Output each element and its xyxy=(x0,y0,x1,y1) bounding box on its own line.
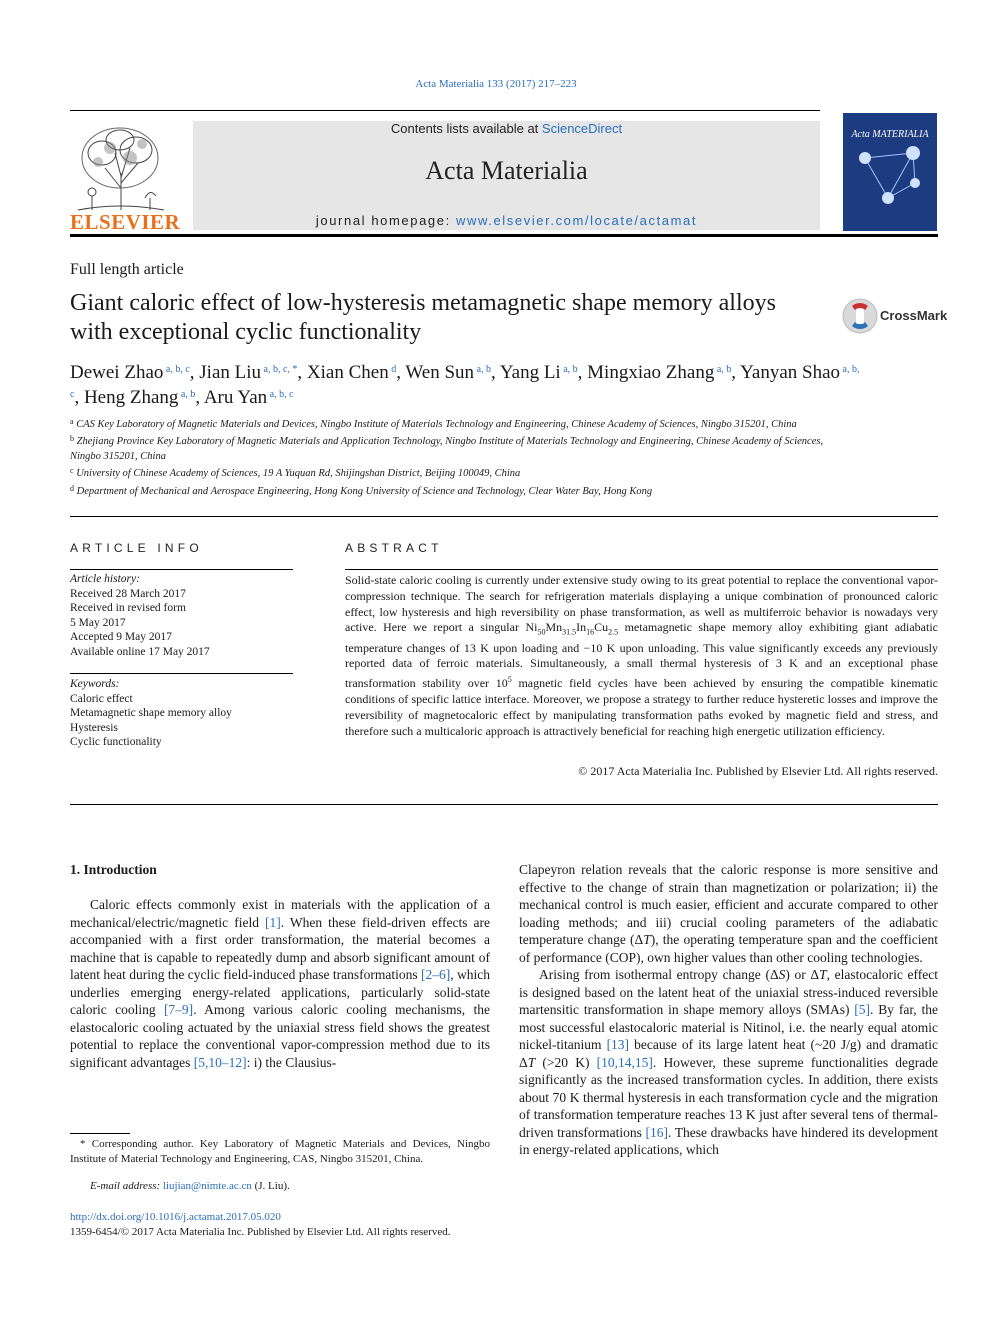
keywords-label: Keywords: xyxy=(70,678,120,690)
history-label: Article history: xyxy=(70,573,140,585)
author-affiliation-marks[interactable]: a, b xyxy=(714,364,732,375)
text-run: . These drawbacks have hindered its development in energy-related applications, which xyxy=(519,1124,938,1157)
abstract-part: metamagnetic shape memory alloy exhibiting giant adiabatic temperature changes of 13 K upon loading and −10 K upon unloading. This value significantly exceeds any previously reported data of ferroic materials. Simultaneously, a small thermal hysteresis of 3 K and an exceptional phase transformation stability over 10 xyxy=(345,620,939,691)
author xyxy=(204,387,294,408)
math-symbol: T xyxy=(643,932,651,947)
citation-link[interactable]: [5,10–12] xyxy=(193,1054,247,1070)
abstract-rule xyxy=(345,569,938,570)
author-name: Aru Yan xyxy=(203,387,268,408)
history-item: Available online 17 May 2017 xyxy=(70,645,210,658)
body-right-column xyxy=(519,861,938,1159)
author-affiliation-marks[interactable]: a, b xyxy=(474,364,492,375)
body-paragraph xyxy=(70,896,490,1071)
math-symbol: T xyxy=(819,967,827,982)
author-affiliation-marks[interactable]: a, b, c xyxy=(163,364,190,375)
affiliation-list xyxy=(70,415,830,499)
author-affiliation-marks[interactable]: d xyxy=(388,364,397,375)
history-item: Received 28 March 2017 xyxy=(70,587,186,600)
author-affiliation-marks[interactable]: a, b, c xyxy=(70,364,860,400)
info-rule xyxy=(70,569,293,570)
text-run: ) or Δ xyxy=(785,967,820,982)
section-rule xyxy=(70,516,938,517)
contents-prefix: Contents lists available at xyxy=(390,121,542,136)
history-item: Accepted 9 May 2017 xyxy=(70,631,172,643)
text-run: : i) the Clausius- xyxy=(246,1054,337,1070)
header-thick-rule xyxy=(70,234,938,237)
email-label: E-mail address: xyxy=(90,1180,163,1192)
email-suffix: (J. Liu). xyxy=(251,1180,290,1192)
email-link[interactable]: liujian@nimte.ac.cn xyxy=(162,1180,252,1192)
journal-homepage xyxy=(193,213,820,228)
article-title: Giant caloric effect of low-hysteresis metamagnetic shape memory alloys with exceptional cyclic functionality xyxy=(70,290,776,345)
header-rule xyxy=(70,110,820,111)
author xyxy=(84,387,195,408)
alloy-formula xyxy=(525,620,619,637)
text-run: because of its large latent heat (~20 J/g) and dramatic Δ xyxy=(519,1037,938,1070)
keyword-item: Metamagnetic shape memory alloy xyxy=(70,707,232,719)
author xyxy=(587,362,731,383)
text-run: (>20 K) xyxy=(535,1054,597,1070)
formula-element: Mn xyxy=(545,620,563,635)
text-run: . Among various caloric cooling mechanisms, the elastocaloric cooling actuated by the uniaxial stress field shows the greatest potential to replace the conventional vapor-compression method due to its significant advantages xyxy=(70,1002,490,1070)
journal-reference-link[interactable]: Acta Materialia 133 (2017) 217–223 xyxy=(415,78,577,90)
text-run: Caloric effects commonly exist in materials with the application of a mechanical/electric/magnetic field xyxy=(70,897,490,930)
abstract-part: Solid-state caloric cooling is currently under extensive study owing to its great potential to replace the conventional vapor-compression technique. The search for refrigeration materials displaying a unique combination of pronounced caloric effect, low hysteresis and high reversibility on phase transformation, as well as multiferroic behavior is nowadays very active. Here we report a singular xyxy=(345,573,938,635)
author-affiliation-marks[interactable]: a, b xyxy=(178,389,196,400)
author-name: Wen Sun xyxy=(405,362,475,383)
formula-element: Cu xyxy=(594,620,609,635)
cover-title: Acta MATERIALIA xyxy=(851,129,929,140)
body-paragraph xyxy=(519,861,938,966)
citation-link[interactable]: [1] xyxy=(264,914,281,930)
author-name: Yanyan Shao xyxy=(740,362,841,383)
history-list xyxy=(70,587,293,660)
history-item: 5 May 2017 xyxy=(70,616,126,629)
author xyxy=(405,362,491,383)
author-name: Heng Zhang xyxy=(83,387,179,408)
author-affiliation-marks[interactable]: a, b, c, * xyxy=(261,364,298,375)
exponent: 5 xyxy=(507,675,512,685)
info-rule xyxy=(70,673,293,674)
crossmark-label: CrossMark xyxy=(880,308,948,323)
affiliation-key: d xyxy=(70,483,74,493)
sciencedirect-link[interactable]: ScienceDirect xyxy=(541,121,623,136)
homepage-link[interactable]: www.elsevier.com/locate/actamat xyxy=(456,213,698,228)
journal-name: Acta Materialia xyxy=(425,156,588,185)
contents-line xyxy=(193,121,820,136)
text-run: ), the operating temperature span and the coefficient of performance (COP), own higher values than other cooling technologies. xyxy=(519,932,938,965)
keyword-item: Cyclic functionality xyxy=(70,736,162,748)
citation-link[interactable]: [10,14,15] xyxy=(596,1054,653,1070)
section-heading-introduction: 1. Introduction xyxy=(70,862,157,877)
text-run: . When these field-driven effects are accompanied with a first order transformation, the material becomes a machine that is capable to repeatedly dump and absorb significant amount of latent heat during the cyclic field-induced phase transformations xyxy=(70,914,490,982)
citation-link[interactable]: [2–6] xyxy=(421,967,451,982)
article-history xyxy=(70,572,293,659)
corresponding-author-footnote: * Corresponding author. Key Laboratory of Magnetic Materials and Devices, Ningbo Institute of Material Technology and Engineering, CAS, Ningbo 315201, China. xyxy=(70,1138,490,1165)
math-symbol: S xyxy=(778,967,786,982)
history-item: Received in revised form xyxy=(70,602,186,614)
affiliation xyxy=(70,415,830,432)
citation-link[interactable]: [13] xyxy=(606,1037,630,1052)
text-run: Arising from isothermal entropy change (Δ xyxy=(539,967,779,982)
body-left-column xyxy=(70,896,490,1071)
text-run: Clapeyron relation reveals that the caloric response is more sensitive and effective to the change of strain than magnetization or polarization; ii) the mechanical control is much easier, efficient and accurate compared to other loading methods; and iii) crucial cooling parameters of the adiabatic temperature change (Δ xyxy=(519,862,938,947)
affiliation-key: b xyxy=(70,434,74,444)
abstract-copyright: © 2017 Acta Materialia Inc. Published by Elsevier Ltd. All rights reserved. xyxy=(578,764,938,778)
formula-element: In xyxy=(576,620,587,635)
author-name: Dewei Zhao xyxy=(70,362,164,383)
keywords-list xyxy=(70,692,293,750)
keyword-item: Hysteresis xyxy=(70,721,118,734)
citation-link[interactable]: [7–9] xyxy=(163,1002,194,1017)
author xyxy=(307,362,396,383)
abstract-text xyxy=(345,573,938,739)
doi-link[interactable]: http://dx.doi.org/10.1016/j.actamat.2017.05.020 xyxy=(70,1211,281,1223)
issn-line: 1359-6454/© 2017 Acta Materialia Inc. Published by Elsevier Ltd. All rights reserved. xyxy=(70,1226,451,1238)
author-name: Jian Liu xyxy=(199,362,262,383)
footnote-rule xyxy=(70,1133,130,1134)
author-name: Xian Chen xyxy=(306,362,389,383)
text-run: . By far, the most successful elastocaloric material is Nitinol, i.e. the nearly equal atomic nickel-titanium xyxy=(519,1002,938,1052)
text-run: , which underlies emerging energy-related applications, particularly solid-state caloric cooling xyxy=(70,967,491,1017)
citation-link[interactable]: [5] xyxy=(854,1002,871,1017)
affiliation-text: CAS Key Laboratory of Magnetic Materials and Devices, Ningbo Institute of Materials Technology and Engineering, Chinese Academy of Sciences, Ningbo 315201, China xyxy=(73,419,797,430)
article-type: Full length article xyxy=(70,261,184,278)
affiliation-key: a xyxy=(70,417,74,426)
keywords-block xyxy=(70,677,293,750)
author xyxy=(70,362,190,383)
email-footnote xyxy=(70,1180,510,1192)
affiliation-text: Department of Mechanical and Aerospace Engineering, Hong Kong University of Science and Technology, Clear Water Bay, Hong Kong xyxy=(74,485,653,497)
affiliation-text: Zhejiang Province Key Laboratory of Magnetic Materials and Application Technology, Ningbo Institute of Materials Technology and Engineering, Chinese Academy of Sciences, Ningbo 315201, China xyxy=(70,436,824,462)
formula-element: Ni xyxy=(525,620,538,635)
keyword-item: Caloric effect xyxy=(70,692,133,705)
section-rule xyxy=(70,804,938,805)
affiliation xyxy=(70,464,830,481)
author-list: Dewei Zhao $^{a, b, c}$, Jian Liu $^{a, b, c, *}$, Xian Chen $^d$, Wen Sun $^{a, b}$, Yang Li $^{a, b}$, Mingxiao Zhang $^{a, b}$, Yanyan Shao $^{a, b, c}$, Heng Zhang $^{a, b}$, Aru Yan $^{a, b, c}$ xyxy=(70,362,860,408)
affiliation xyxy=(70,432,830,464)
formula-subscript: 2.5 xyxy=(608,627,619,637)
text-run: . However, these supreme functionalities degrade significantly as the increased transformation cycles. In addition, there exists about 70 K thermal hysteresis in each transformation cycle and the migration of transformation temperature reaches 13 K just after several tens of thermal-driven transformations xyxy=(519,1054,938,1140)
affiliation xyxy=(70,482,830,499)
math-symbol: T xyxy=(527,1054,536,1070)
text-run: , elastocaloric effect is designed based on the latent heat of the uniaxial stress-induced reversible martensitic transformation in shape memory alloys (SMAs) xyxy=(519,967,938,1017)
author-affiliation-marks[interactable]: a, b xyxy=(560,364,578,375)
body-paragraph xyxy=(519,966,938,1159)
citation-link[interactable]: [16] xyxy=(645,1124,668,1140)
author xyxy=(500,362,578,383)
affiliation-text: University of Chinese Academy of Sciences, 19 A Yuquan Rd, Shijingshan District, Beijing 100049, China xyxy=(73,468,521,480)
article-info-heading: ARTICLE INFO xyxy=(70,541,203,555)
author-affiliation-marks[interactable]: a, b, c xyxy=(267,389,294,400)
author-name: Yang Li xyxy=(499,362,561,383)
abstract-heading: ABSTRACT xyxy=(345,541,443,555)
formula-subscript: 16 xyxy=(586,627,595,637)
formula-subscript: 31.5 xyxy=(562,627,577,637)
author xyxy=(199,362,297,383)
elsevier-wordmark: ELSEVIER xyxy=(70,210,181,234)
affiliation-key: c xyxy=(70,466,74,476)
abstract-part: magnetic field cycles have been achieved by ensuring the compatible kinematic conditions of specific lattice interface. Moreover, we propose a strategy to further reduce hysteretic losses and improve the reversibility of magnetocaloric effect by manipulating transformation paths evoked by magnetic field and stress, and therefore such a multicaloric approach is attractively beneficial for reaching high energetic utilization efficiency. xyxy=(345,676,938,738)
author-name: Mingxiao Zhang xyxy=(587,362,715,383)
homepage-prefix: journal homepage: xyxy=(315,213,457,228)
formula-subscript: 50 xyxy=(537,627,546,637)
